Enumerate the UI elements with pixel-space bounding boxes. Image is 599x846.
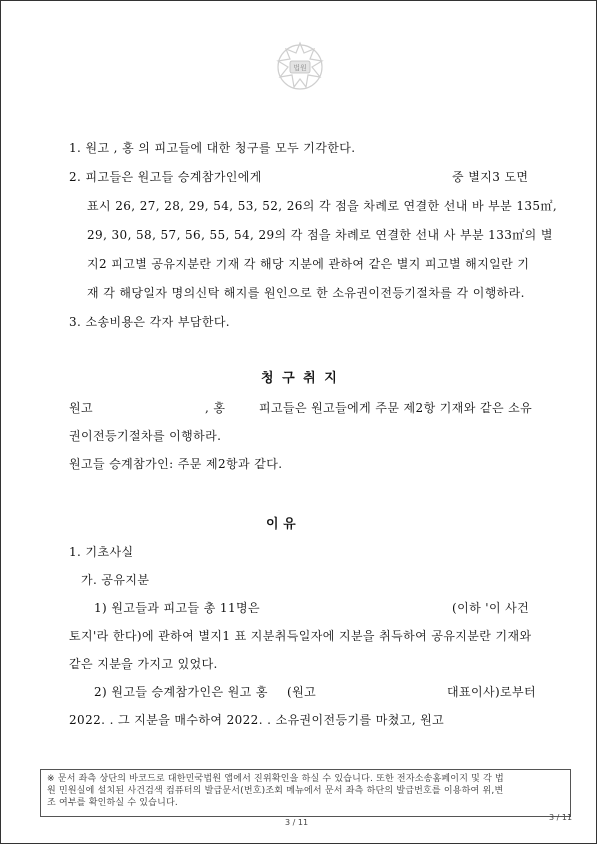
claim-line-1b: , 홍 — [205, 401, 226, 415]
claim-line-1c: 피고들은 원고들에게 주문 제2항 기재와 같은 소유 — [259, 401, 533, 415]
notice-line-3: 조 여부를 확인하실 수 있습니다. — [47, 798, 178, 808]
verification-notice — [40, 769, 571, 817]
subsection-heading: 가. 공유지분 — [81, 573, 150, 587]
judgment-item-2: 2. 피고들은 원고들 승계참가인에게 — [69, 170, 262, 184]
paragraph-1-end: (이하 '이 사건 — [452, 601, 530, 615]
page-number: 3 / 11 — [285, 818, 309, 827]
emblem-label: 법원 — [293, 64, 307, 72]
claim-line-2: 권이전등기절차를 이행하라. — [69, 429, 222, 443]
claim-line-1a: 원고 — [69, 401, 93, 415]
paragraph-1-line-2: 토지'라 한다)에 관하여 별지1 표 지분취득일자에 지분을 취득하여 공유지분란 기재와 — [69, 629, 532, 643]
claim-line-3: 원고들 승계참가인: 주문 제2항과 같다. — [69, 457, 283, 471]
paragraph-1-line-3: 같은 지분을 가지고 있었다. — [69, 657, 218, 671]
claim-title: 청 구 취 지 — [261, 371, 339, 386]
paragraph-2-start: 2) 원고들 승계참가인은 원고 홍 — [94, 685, 268, 699]
notice-line-1: ※ 문서 좌측 상단의 바코드로 대한민국법원 앱에서 진위확인을 하실 수 있습니다. 또한 전자소송홈페이지 및 각 법 — [47, 774, 504, 784]
judgment-item-1: 1. 원고 , 홍 의 피고들에 대한 청구를 모두 기각한다. — [69, 141, 356, 155]
judgment-line-3: 표시 26, 27, 28, 29, 54, 53, 52, 26의 각 점을 차례로 연결한 선내 바 부분 135㎡, — [87, 199, 558, 213]
judgment-item-2-cont: 중 별지3 도면 — [452, 170, 529, 184]
judgment-item-3: 3. 소송비용은 각자 부담한다. — [69, 315, 231, 329]
page-number-right: 3 / 11 — [549, 813, 573, 822]
notice-line-2: 원 민원실에 설치된 사건검색 컴퓨터의 발급문서(번호)조회 메뉴에서 문서 좌측 하단의 발급번호를 이용하여 위,변 — [47, 786, 504, 796]
paragraph-2-end: 대표이사)로부터 — [447, 685, 537, 699]
paragraph-2-line-2: 2022. . 그 지분을 매수하여 2022. . 소유권이전등기를 마쳤고, 원고 — [69, 713, 445, 727]
judgment-line-6: 재 각 해당일자 명의신탁 해지를 원인으로 한 소유권이전등기절차를 각 이행하라. — [87, 286, 525, 300]
judgment-line-4: 29, 30, 58, 57, 56, 55, 54, 29의 각 점을 차례로 연결한 선내 사 부분 133㎡의 별 — [87, 228, 553, 242]
judgment-line-5: 지2 피고별 공유지분란 기재 각 해당 지분에 관하여 같은 별지 피고별 해지일란 기 — [87, 257, 530, 271]
paragraph-1-start: 1) 원고들과 피고들 총 11명은 — [94, 601, 260, 615]
section-heading: 1. 기초사실 — [69, 545, 134, 559]
court-emblem-icon — [270, 37, 330, 93]
paragraph-2-mid: (원고 — [287, 685, 317, 699]
reason-title: 이 유 — [266, 517, 296, 532]
